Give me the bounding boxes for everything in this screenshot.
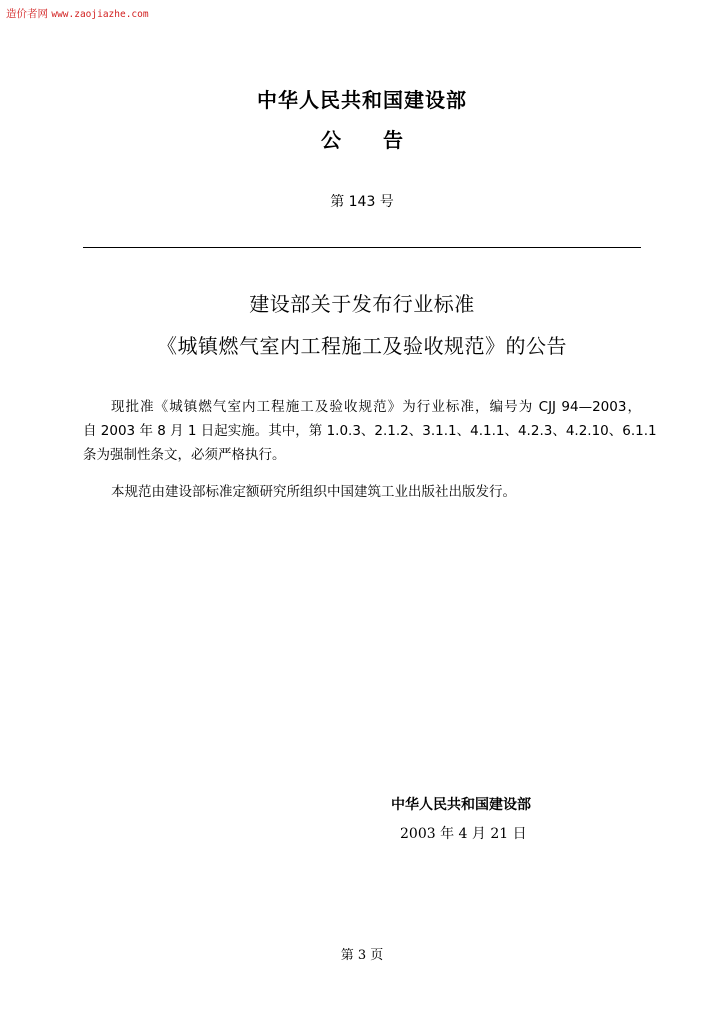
announcement-title-line-2: 《城镇燃气室内工程施工及验收规范》的公告 (157, 334, 567, 358)
header-divider (83, 247, 641, 248)
watermark-url[interactable]: www.zaojiazhe.com (51, 9, 149, 20)
notice-char-1: 公 (321, 128, 341, 152)
notice-char-2: 告 (383, 128, 403, 152)
watermark (6, 6, 149, 21)
signature-department: 中华人民共和国建设部 (391, 797, 531, 813)
body-paragraph-1-line-3: 条为强制性条文，必须严格执行。 (83, 447, 286, 463)
signature-date: 2003 年 4 月 21 日 (400, 826, 527, 842)
watermark-brand: 造价者网 (6, 8, 48, 20)
body-paragraph-1-line-2: 自 2003 年 8 月 1 日起实施。其中，第 1.0.3、2.1.2、3.1.1、4.1.1、4.2.3、4.2.10、6.1.1 (83, 423, 657, 439)
issuing-department-title: 中华人民共和国建设部 (257, 88, 467, 112)
announcement-title-line-1: 建设部关于发布行业标准 (249, 292, 475, 316)
page-number: 第 3 页 (340, 948, 384, 963)
body-paragraph-2: 本规范由建设部标准定额研究所组织中国建筑工业出版社出版发行。 (111, 484, 516, 500)
body-paragraph-1 (83, 395, 657, 467)
notice-title (0, 124, 724, 153)
document-number: 第 143 号 (330, 194, 394, 210)
body-paragraph-1-line-1: 现批准《城镇燃气室内工程施工及验收规范》为行业标准，编号为 CJJ 94—2003， (111, 399, 641, 415)
